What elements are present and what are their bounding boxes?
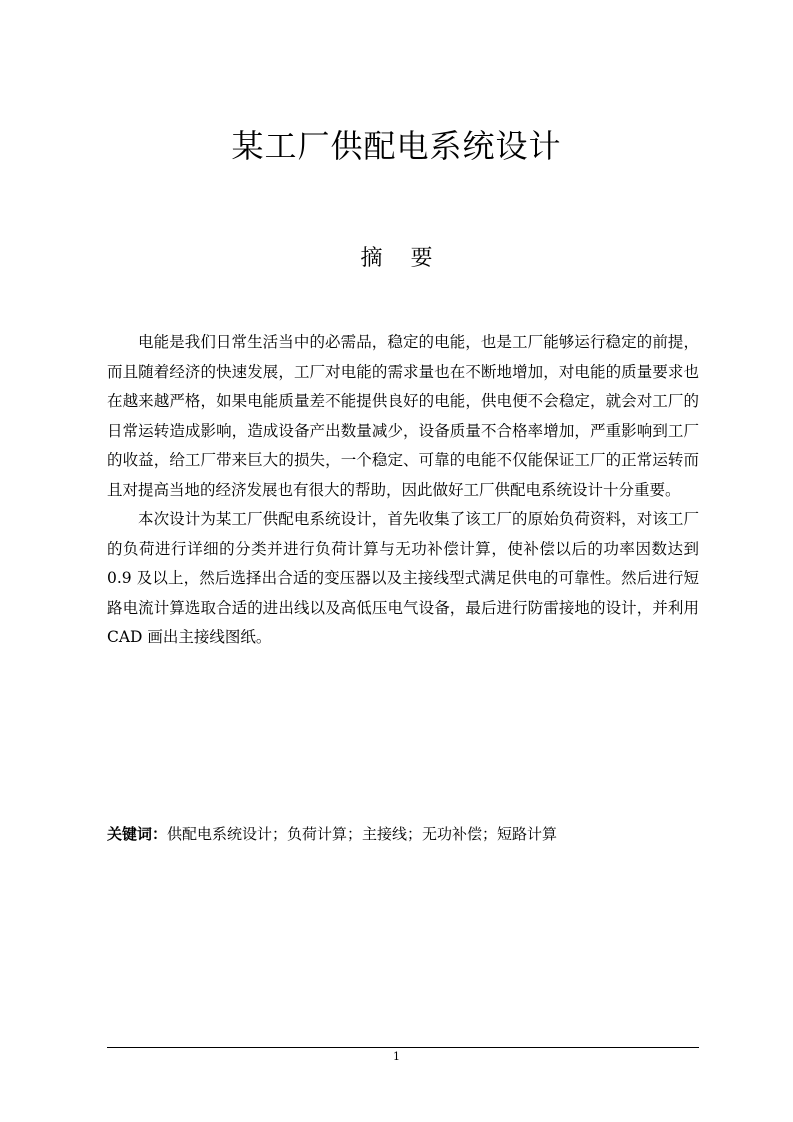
page-number: 1 [393, 1050, 400, 1063]
abstract-paragraph-1: 电能是我们日常生活当中的必需品，稳定的电能，也是工厂能够运行稳定的前提，而且随着经济的快速发展，工厂对电能的需求量也在不断地增加，对电能的质量要求也在越来越严格，如果电能质量差不能提供良好的电能，供电便不会稳定，就会对工厂的日常运转造成影响，造成设备产出数量减少，设备质量不合格率增加，严重影响到工厂的收益，给工厂带来巨大的损失，一个稳定、可靠的电能不仅能保证工厂的正常运转而且对提高当地的经济发展也有很大的帮助，因此做好工厂供配电系统设计十分重要。 [107, 333, 699, 499]
keywords-line [107, 820, 707, 848]
document-title: 某工厂供配电系统设计 [231, 127, 562, 165]
abstract-paragraph-2: 本次设计为某工厂供配电系统设计，首先收集了该工厂的原始负荷资料，对该工厂的负荷进行详细的分类并进行负荷计算与无功补偿计算，使补偿以后的功率因数达到 0.9 及以上，然后选择出合适的变压器以及主接线型式满足供电的可靠性。然后进行短路电流计算选取合适的进出线以及高低压电气设备，最后进行防雷接地的设计，并利用 CAD 画出主接线图纸。 [107, 510, 699, 646]
footer-divider [107, 1047, 699, 1048]
abstract-heading-char-1: 摘 [360, 246, 383, 271]
abstract-heading [0, 242, 793, 276]
keywords-label: 关键词： [107, 825, 168, 843]
abstract-body [107, 328, 699, 653]
abstract-heading-char-2: 要 [410, 246, 433, 271]
keywords-text: 供配电系统设计；负荷计算；主接线；无功补偿；短路计算 [167, 825, 558, 843]
